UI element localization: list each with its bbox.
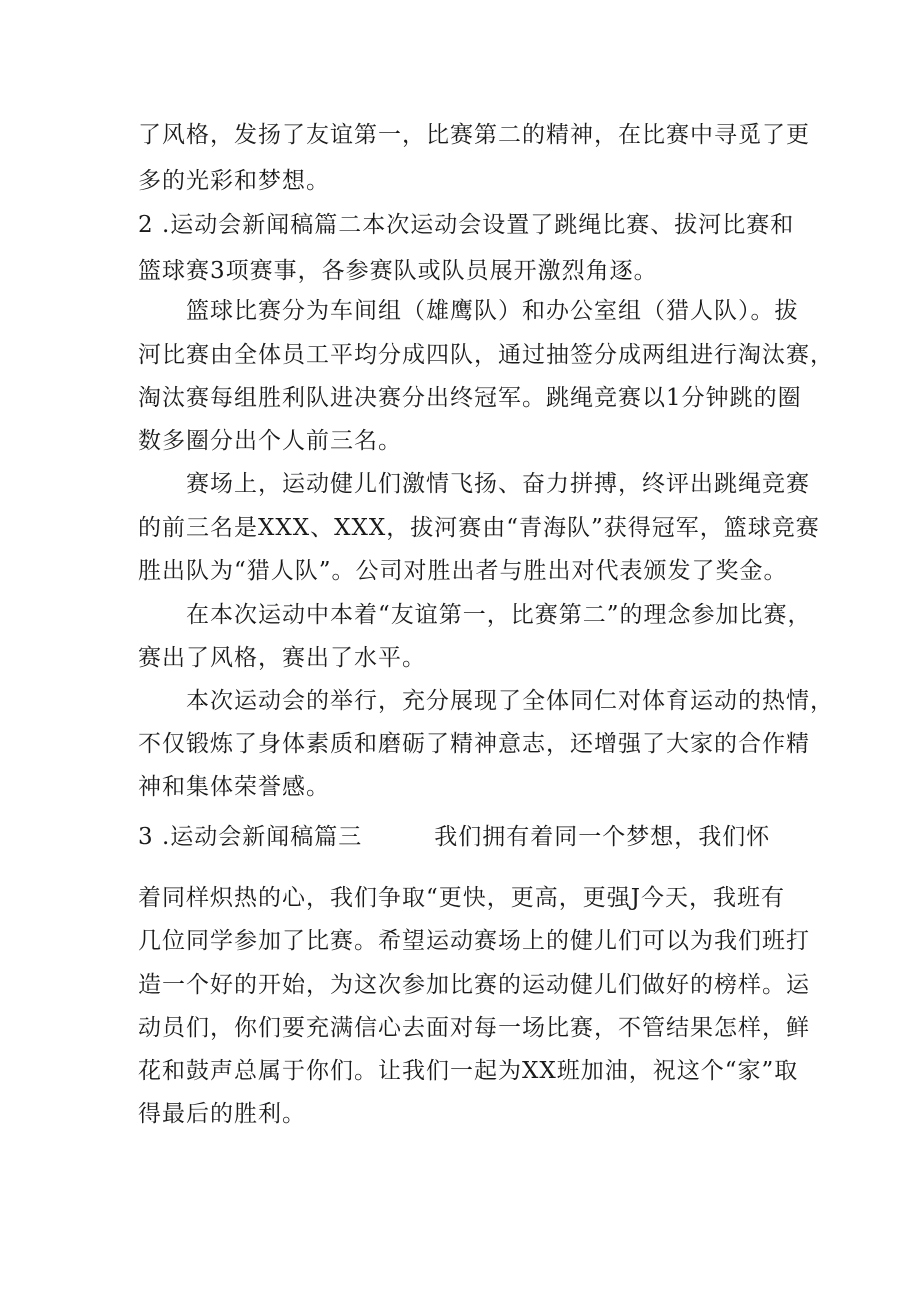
text-line: 河比赛由全体员工平均分成四队，通过抽签分成两组进行淘汰赛，: [138, 342, 834, 368]
paragraph-start: 在本次运动中本着“友谊第一，比赛第二”的理念参加比赛，: [186, 602, 812, 628]
text-line: 多的光彩和梦想。: [138, 168, 330, 194]
text-line: 的前三名是XXX、XXX，拔河赛由“青海队”获得冠军，篮球竞赛: [138, 515, 820, 541]
section-heading-3: 3 .运动会新闻稿篇三 我们拥有着同一个梦想，我们怀: [138, 824, 771, 850]
text-line: 了风格，发扬了友谊第一，比赛第二的精神，在比赛中寻觅了更: [138, 122, 810, 148]
paragraph-start: 本次运动会的举行，充分展现了全体同仁对体育运动的热情，: [186, 688, 834, 714]
paragraph-start: 篮球比赛分为车间组（雄鹰队）和办公室组（猎人队）。拔: [186, 298, 799, 324]
text-line: 赛出了风格，赛出了水平。: [138, 645, 426, 671]
text-line: 几位同学参加了比赛。希望运动赛场上的健儿们可以为我们班打: [138, 928, 810, 954]
text-line: 造一个好的开始，为这次参加比赛的运动健儿们做好的榜样。运: [138, 972, 810, 998]
text-line: 数多圈分出个人前三名。: [138, 428, 402, 454]
text-line: 花和鼓声总属于你们。让我们一起为XX班加油，祝这个“家”取: [138, 1058, 799, 1084]
text-line: 神和集体荣誉感。: [138, 774, 330, 800]
text-line: 不仅锻炼了身体素质和磨砺了精神意志，还增强了大家的合作精: [138, 731, 810, 757]
text-line: 淘汰赛每组胜利队进决赛分出终冠军。跳绳竞赛以1分钟跳的圈: [138, 385, 802, 411]
paragraph-start: 赛场上，运动健儿们激情飞扬、奋力拼搏，终评出跳绳竞赛: [186, 471, 810, 497]
section-heading-2: 2 .运动会新闻稿篇二本次运动会设置了跳绳比赛、拔河比赛和: [138, 212, 795, 238]
text-line: 动员们，你们要充满信心去面对每一场比赛，不管结果怎样，鲜: [138, 1015, 810, 1041]
text-line: 篮球赛3项赛事，各参赛队或队员展开激烈角逐。: [138, 258, 658, 284]
text-line: 胜出队为“猎人队”。公司对胜出者与胜出对代表颁发了奖金。: [138, 558, 788, 584]
text-line: 着同样炽热的心，我们争取“更快，更高，更强J今天，我班有: [138, 885, 785, 911]
text-line: 得最后的胜利。: [138, 1101, 306, 1127]
